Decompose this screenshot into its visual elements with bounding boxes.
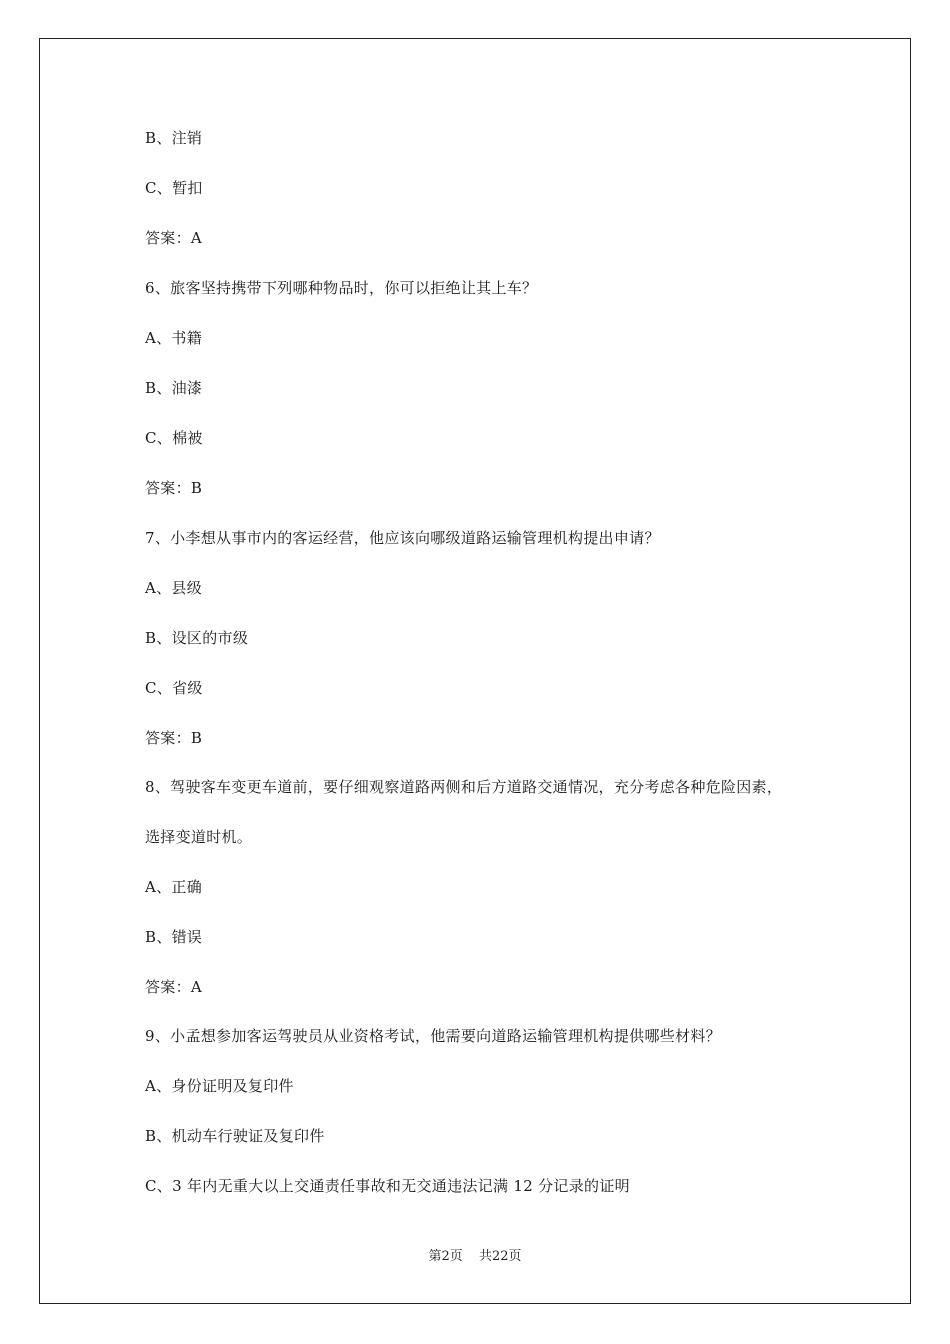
option-6a: A、书籍 (145, 329, 203, 347)
option-7b: B、设区的市级 (145, 629, 249, 647)
answer-8: 答案：A (145, 978, 203, 996)
option-9c: C、3 年内无重大以上交通责任事故和无交通违法记满 12 分记录的证明 (145, 1177, 630, 1195)
option-6c: C、棉被 (145, 429, 203, 447)
page-number: 第2页 (428, 1249, 463, 1264)
answer-5: 答案：A (145, 229, 203, 247)
option-5c: C、暂扣 (145, 179, 203, 197)
question-8-line1: 8、驾驶客车变更车道前，要仔细观察道路两侧和后方道路交通情况，充分考虑各种危险因素， (145, 778, 783, 796)
answer-6: 答案：B (145, 479, 203, 497)
page-total: 共22页 (478, 1249, 522, 1264)
page-footer (0, 1248, 950, 1266)
option-8b: B、错误 (145, 928, 203, 946)
option-8a: A、正确 (145, 878, 203, 896)
question-6: 6、旅客坚持携带下列哪种物品时，你可以拒绝让其上车？ (145, 279, 538, 297)
option-9b: B、机动车行驶证及复印件 (145, 1127, 325, 1145)
option-5b: B、注销 (145, 129, 203, 147)
answer-7: 答案：B (145, 729, 203, 747)
option-7c: C、省级 (145, 679, 203, 697)
question-9: 9、小孟想参加客运驾驶员从业资格考试，他需要向道路运输管理机构提供哪些材料？ (145, 1027, 721, 1045)
question-8-line2: 选择变道时机。 (145, 828, 253, 846)
option-7a: A、县级 (145, 579, 203, 597)
option-6b: B、油漆 (145, 379, 203, 397)
option-9a: A、身份证明及复印件 (145, 1077, 294, 1095)
question-7: 7、小李想从事市内的客运经营，他应该向哪级道路运输管理机构提出申请？ (145, 529, 660, 547)
